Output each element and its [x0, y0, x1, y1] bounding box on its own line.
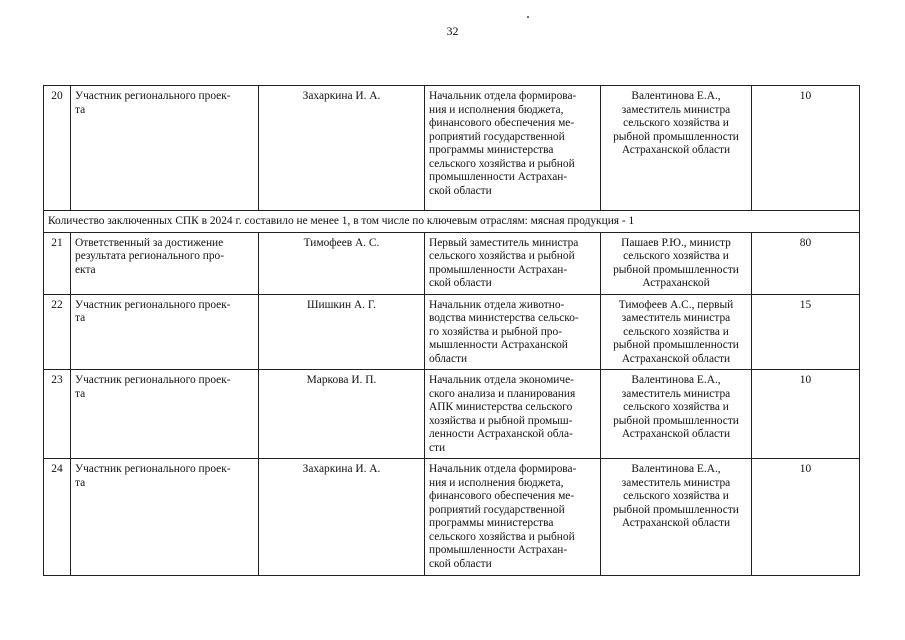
percent-cell: 80	[752, 232, 860, 294]
position-cell: Начальник отдела экономиче- ского анализа и планирования АПК министерства сельского хозяйства и рыбной промыш- ленности Астраханской обла- сти	[425, 370, 601, 459]
role-cell: Участник регионального проек- та	[71, 294, 259, 370]
row-number: 21	[44, 232, 71, 294]
person-name-cell: Захаркина И. А.	[259, 86, 425, 211]
percent-cell: 15	[752, 294, 860, 370]
position-cell: Начальник отдела животно- водства министерства сельско- го хозяйства и рыбной про- мышленности Астраханской области	[425, 294, 601, 370]
table-row	[44, 370, 860, 459]
position-cell: Начальник отдела формирова- ния и исполнения бюджета, финансового обеспечения ме- роприятий государственной программы министерства сельского хозяйства и рыбной промышленности Астрахан- ской области	[425, 459, 601, 576]
person-name-cell: Шишкин А. Г.	[259, 294, 425, 370]
person-name-cell: Тимофеев А. С.	[259, 232, 425, 294]
person-name-cell: Захаркина И. А.	[259, 459, 425, 576]
table-row	[44, 232, 860, 294]
scan-speck	[527, 16, 529, 18]
table-row	[44, 294, 860, 370]
role-cell: Участник регионального проек- та	[71, 86, 259, 211]
supervisor-cell: Валентинова Е.А., заместитель министра сельского хозяйства и рыбной промышленности Астраханской области	[601, 370, 752, 459]
row-number: 20	[44, 86, 71, 211]
row-number: 22	[44, 294, 71, 370]
row-number: 24	[44, 459, 71, 576]
supervisor-cell: Валентинова Е.А., заместитель министра сельского хозяйства и рыбной промышленности Астраханской области	[601, 459, 752, 576]
percent-cell: 10	[752, 86, 860, 211]
position-cell: Первый заместитель министра сельского хозяйства и рыбной промышленности Астрахан- ской области	[425, 232, 601, 294]
table-row	[44, 459, 860, 576]
position-cell: Начальник отдела формирова- ния и исполнения бюджета, финансового обеспечения ме- роприятий государственной программы министерства сельского хозяйства и рыбной промышленности Астрахан- ской области	[425, 86, 601, 211]
section-text: Количество заключенных СПК в 2024 г. составило не менее 1, в том числе по ключевым отраслям: мясная продукция - 1	[44, 211, 860, 233]
role-cell: Участник регионального проек- та	[71, 459, 259, 576]
row-number: 23	[44, 370, 71, 459]
supervisor-cell: Пашаев Р.Ю., министр сельского хозяйства и рыбной промышленности Астраханской	[601, 232, 752, 294]
page-number: 32	[446, 24, 459, 38]
supervisor-cell: Тимофеев А.С., первый заместитель министра сельского хозяйства и рыбной промышленности Астраханской области	[601, 294, 752, 370]
percent-cell: 10	[752, 370, 860, 459]
table-row	[44, 86, 860, 211]
supervisor-cell: Валентинова Е.А., заместитель министра сельского хозяйства и рыбной промышленности Астраханской области	[601, 86, 752, 211]
role-cell: Ответственный за достижение результата регионального про- екта	[71, 232, 259, 294]
percent-cell: 10	[752, 459, 860, 576]
participants-table	[43, 85, 860, 576]
section-row	[44, 211, 860, 233]
role-cell: Участник регионального проек- та	[71, 370, 259, 459]
person-name-cell: Маркова И. П.	[259, 370, 425, 459]
